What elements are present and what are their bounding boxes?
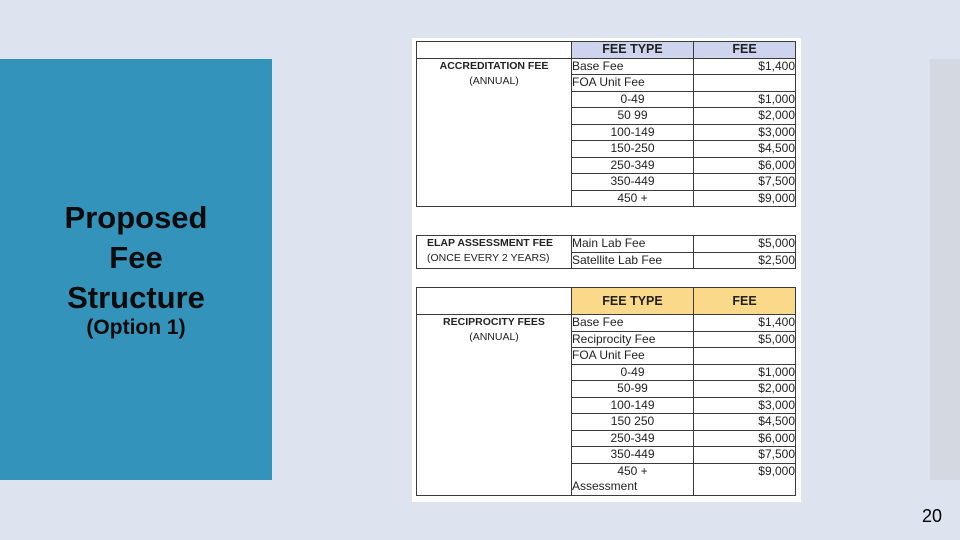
fee-type-cell: Main Lab Fee [572, 236, 694, 253]
table-header-row [417, 288, 796, 315]
header-fee-type: FEE TYPE [572, 42, 694, 59]
fee-type-cell: 350-449 [572, 447, 694, 464]
title-line-1: Proposed [64, 200, 208, 235]
section-title: ACCREDITATION FEE [439, 59, 549, 72]
section-title: RECIPROCITY FEES [443, 316, 545, 328]
header-spacer [417, 42, 572, 59]
fee-type-cell: 450 + [572, 190, 694, 207]
fee-amount-cell: $1,400 [694, 315, 796, 332]
title-line-2: Fee [109, 240, 163, 275]
fee-amount-cell: $7,500 [694, 174, 796, 191]
table-row [417, 236, 796, 253]
header-fee: FEE [694, 288, 796, 315]
page-number: 20 [921, 506, 942, 526]
section-note: (ONCE EVERY 2 YEARS) [427, 252, 550, 264]
fee-type-cell: 150 250 [572, 414, 694, 431]
fee-type-cell: 50-99 [572, 381, 694, 398]
section-label [417, 236, 572, 269]
table-header-row [417, 42, 796, 59]
section-note: (ANNUAL) [469, 331, 519, 343]
fee-amount-cell: $6,000 [694, 430, 796, 447]
fee-type-cell: 250-349 [572, 157, 694, 174]
slide-title [0, 198, 272, 318]
section-label [417, 315, 572, 496]
header-spacer [417, 288, 572, 315]
table-row [417, 58, 796, 75]
fee-type-cell: 50 99 [572, 108, 694, 125]
reciprocity-fee-table [416, 287, 796, 496]
fee-amount-cell: $5,000 [694, 331, 796, 348]
fee-amount-cell [694, 348, 796, 365]
fee-amount-cell: $4,500 [694, 141, 796, 158]
fee-type-cell: FOA Unit Fee [572, 75, 694, 92]
fee-type-cell: Satellite Lab Fee [572, 252, 694, 269]
fee-type-cell: FOA Unit Fee [572, 348, 694, 365]
accreditation-fee-table [416, 41, 796, 207]
fee-type-cell: 250-349 [572, 430, 694, 447]
fee-type-cell: 450 + [572, 463, 694, 479]
fee-type-cell: Base Fee [572, 58, 694, 75]
header-fee: FEE [694, 42, 796, 59]
fee-amount-cell: $2,000 [694, 381, 796, 398]
fee-amount-cell [694, 75, 796, 92]
elap-assessment-table [416, 235, 796, 269]
fee-amount-cell: $2,000 [694, 108, 796, 125]
fee-amount-cell: $4,500 [694, 414, 796, 431]
fee-type-cell: Reciprocity Fee [572, 331, 694, 348]
section-title: ELAP ASSESSMENT FEE [427, 237, 554, 249]
fee-type-cell: 150-250 [572, 141, 694, 158]
fee-type-cell: 0-49 [572, 91, 694, 108]
fee-type-cell: Assessment [572, 479, 694, 495]
slide-subtitle: (Option 1) [86, 316, 186, 339]
title-line-3: Structure [67, 280, 205, 315]
fee-amount-cell: $1,000 [694, 364, 796, 381]
fee-type-cell: 100-149 [572, 397, 694, 414]
fee-amount-cell: $5,000 [694, 236, 796, 253]
fee-type-cell: 100-149 [572, 124, 694, 141]
header-fee-type: FEE TYPE [572, 288, 694, 315]
fee-type-cell: 350-449 [572, 174, 694, 191]
fee-amount-cell: $7,500 [694, 447, 796, 464]
decorative-strip [930, 59, 960, 480]
fee-amount-cell: $1,400 [694, 58, 796, 75]
fee-type-cell: Base Fee [572, 315, 694, 332]
fee-amount-cell: $3,000 [694, 397, 796, 414]
fee-amount-cell: $2,500 [694, 252, 796, 269]
fee-amount-cell: $9,000 [694, 463, 796, 495]
fee-amount-cell: $3,000 [694, 124, 796, 141]
table-row [417, 315, 796, 332]
section-note: (ANNUAL) [469, 74, 519, 87]
fee-amount-cell: $1,000 [694, 91, 796, 108]
fee-amount-cell: $6,000 [694, 157, 796, 174]
section-label [417, 58, 572, 207]
fee-amount-cell: $9,000 [694, 190, 796, 207]
fee-type-cell: 0-49 [572, 364, 694, 381]
